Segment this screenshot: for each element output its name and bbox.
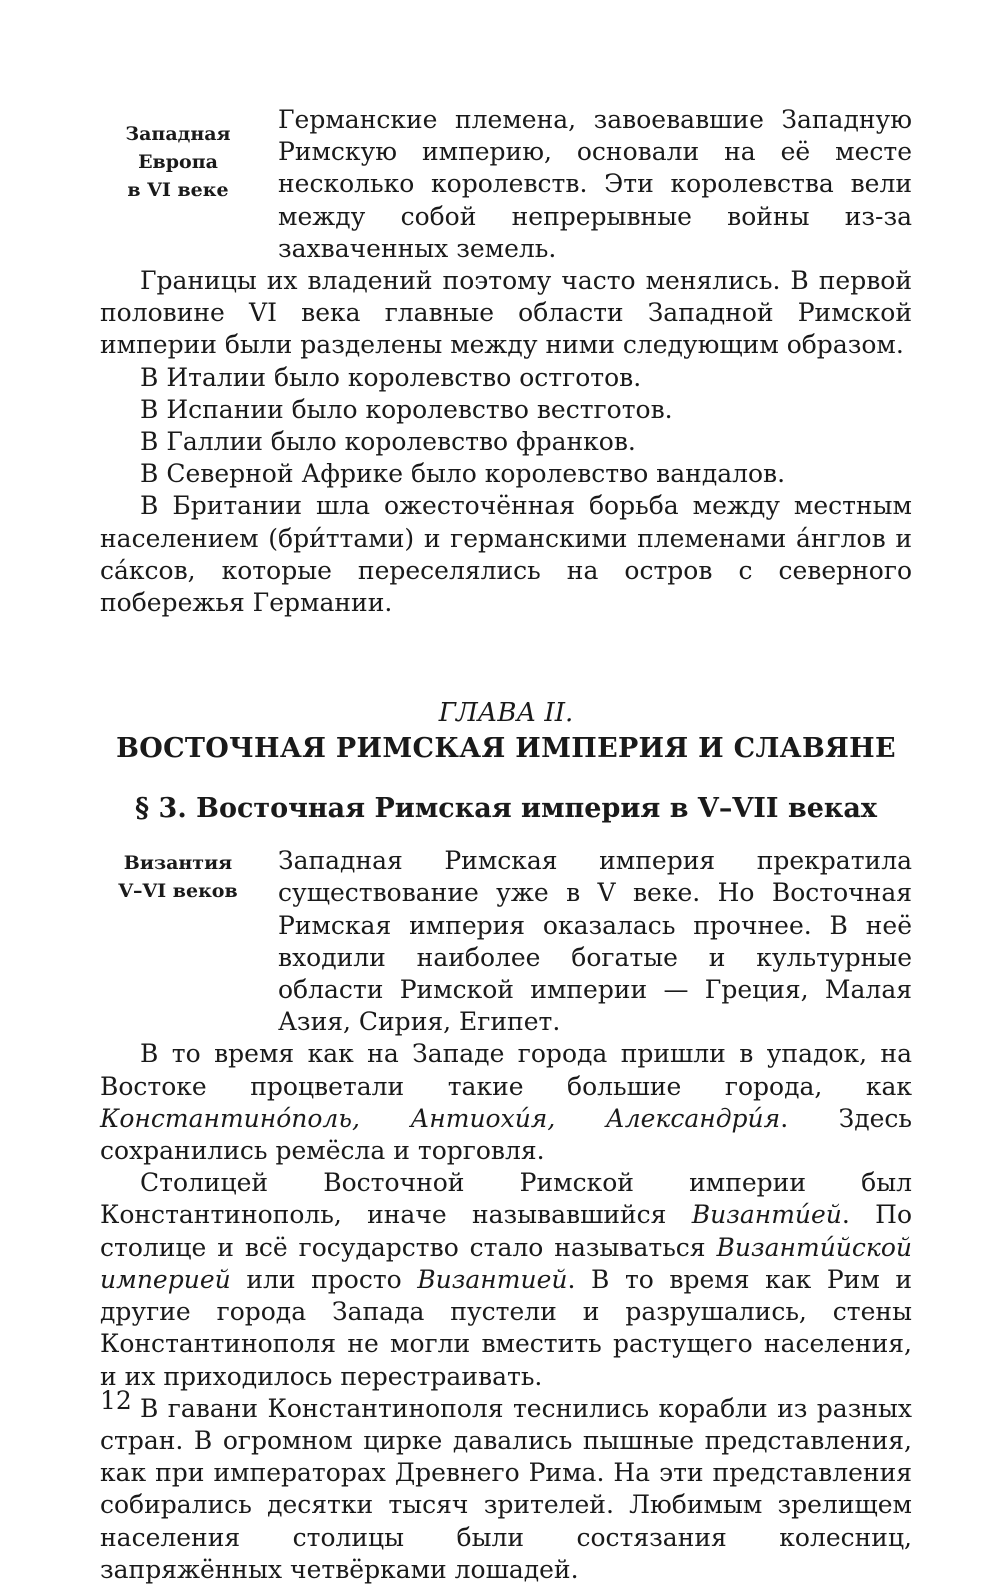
margin-note-line: Европа <box>138 151 218 173</box>
section1-body <box>100 265 912 619</box>
paragraph: В Испании было королевство вестготов. <box>140 394 673 424</box>
margin-note-western-europe <box>100 104 256 204</box>
paragraph: В Италии было королевство остготов. <box>140 362 642 392</box>
section-western-europe <box>100 104 912 265</box>
margin-note-byzantium <box>100 847 256 905</box>
emphasis: Византи́йской империей <box>100 1232 912 1294</box>
paragraph: Границы их владений поэтому часто менялись. В первой половине VI века главные области Западной Римской империи были разделены между ними следующим образом. <box>100 266 912 360</box>
paragraph: В то время как на Западе города пришли в упадок, на Востоке процветали такие большие города, как Константино́поль, Антиохи́я, Александри́я. Здесь сохранились ремёсла и торговля. <box>100 1039 912 1166</box>
page-content <box>100 104 912 1586</box>
margin-note-line: Византия <box>123 852 233 875</box>
paragraph: Столицей Восточной Римской империи был Константинополь, иначе называвшийся Византи́ей. По столице и всё государство стало называться Византи́йской империей или просто Византией. В то время как Рим и другие города Запада пустели и разрушались, стены Константинополя не могли вместить растущего населения, и их приходилось перестраивать. <box>100 1168 913 1391</box>
paragraph: В Британии шла ожесточённая борьба между местным населением (бри́ттами) и германскими племенами а́нглов и са́ксов, которые переселялись на остров с северного побережья Германии. <box>100 491 912 618</box>
lead-paragraph: Германские племена, завоевавшие Западную Римскую империю, основали на её месте несколько королевств. Эти королевства вели между собой непрерывные войны из-за захваченных земель. <box>278 105 912 263</box>
lead-paragraph-start <box>278 845 912 1038</box>
chapter-title: ВОСТОЧНАЯ РИМСКАЯ ИМПЕРИЯ И СЛАВЯНЕ <box>116 733 896 765</box>
page-number: 12 <box>100 1386 132 1415</box>
paragraph: В Галлии было королевство франков. <box>140 427 636 457</box>
margin-note-line: Западная <box>125 123 231 145</box>
section-title: § 3. Восточная Римская империя в V–VII веках <box>135 793 877 825</box>
emphasis: Византи́ей <box>691 1200 842 1230</box>
margin-note-line: в VI веке <box>127 179 229 201</box>
paragraph: В гавани Константинополя теснились корабли из разных стран. В огромном цирке давались пышные представления, как при императорах Древнего Рима. На эти представления собирались десятки тысяч зрителей. Любимым зрелищем населения столицы были состязания колесниц, запряжённых четвёрками лошадей. <box>100 1393 912 1584</box>
paragraph: В Северной Африке было королевство вандалов. <box>140 459 786 489</box>
margin-note-line: V–VI веков <box>118 880 238 903</box>
lead-text: Западная Римская империя прекратила существование уже в V веке. Но Восточная Римская империя оказалась прочнее. В неё входили наиболее богатые и культурные области Римской империи — Греция, Малая Азия, Сирия, Египет. <box>278 846 912 1037</box>
emphasis: Константино́поль, Антиохи́я, Александри́я <box>100 1103 781 1133</box>
emphasis: Византией <box>417 1264 568 1294</box>
section3-body <box>100 845 912 1586</box>
chapter-kicker: ГЛАВА II. <box>438 698 574 729</box>
